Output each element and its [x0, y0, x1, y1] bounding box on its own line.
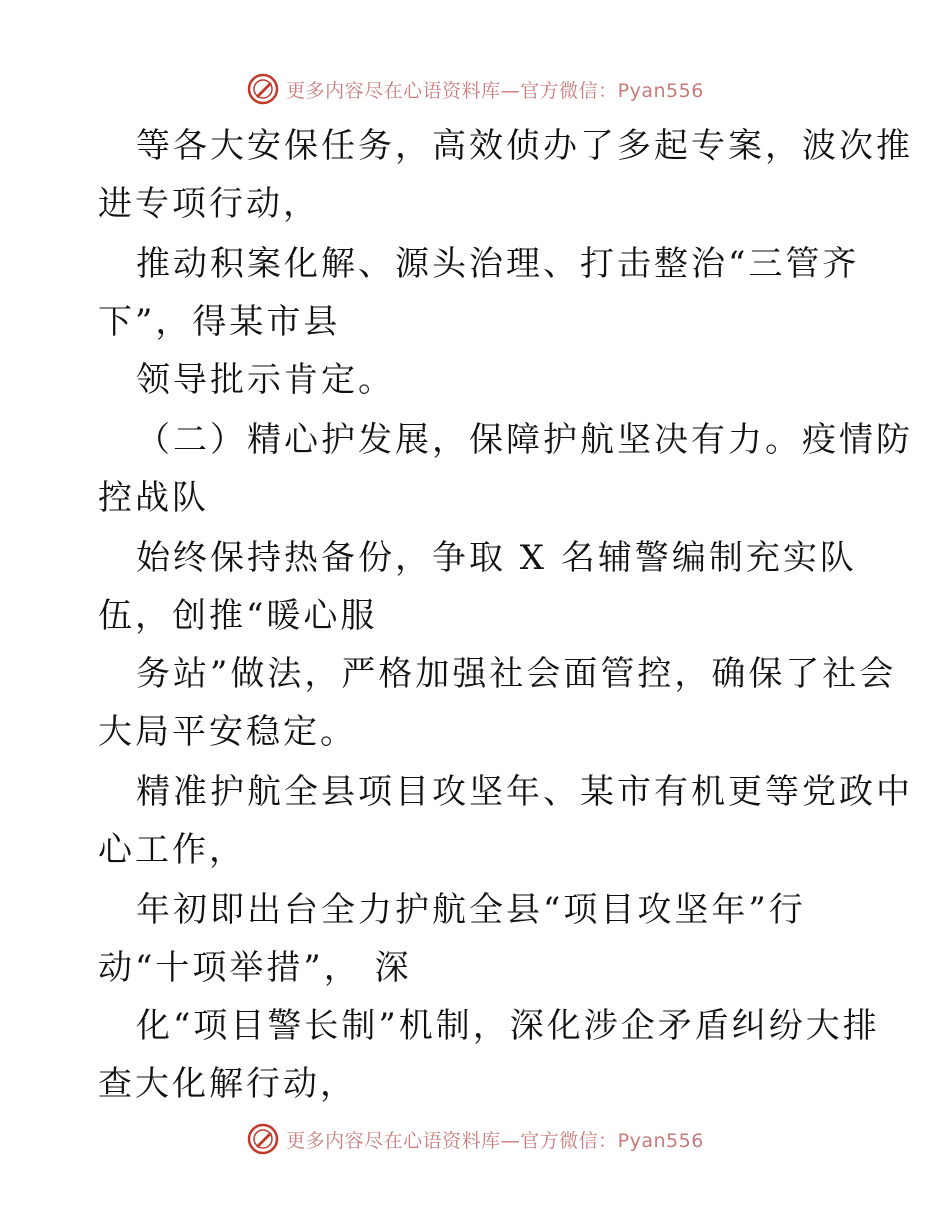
text-line: 进专项行动， — [98, 184, 320, 224]
text-line: 务站”做法，严格加强社会面管控，确保了社会 — [136, 654, 897, 694]
footer-watermark — [0, 1122, 950, 1156]
text-line: 控战队 — [98, 478, 209, 518]
text-line: 精准护航全县项目攻坚年、某市有机更等党政中 — [136, 772, 913, 812]
text-line: 领导批示肯定。 — [136, 360, 395, 400]
text-line: 推动积案化解、源头治理、打击整治“三管齐 — [136, 244, 860, 284]
logo-icon — [246, 1122, 280, 1156]
text-line: 心工作， — [98, 830, 246, 870]
text-line: 下”，得某市县 — [98, 302, 341, 342]
text-line: 查大化解行动， — [98, 1064, 357, 1104]
text-line: 年初即出台全力护航全县“项目攻坚年”行 — [136, 890, 806, 930]
watermark-text: 更多内容尽在心语资料库—官方微信：Pyan556 — [286, 1129, 704, 1152]
text-line: 大局平安稳定。 — [98, 712, 357, 752]
text-line: （二）精心护发展，保障护航坚决有力。疫情防 — [136, 420, 913, 460]
text-line: 等各大安保任务，高效侦办了多起专案，波次推 — [136, 126, 913, 166]
text-line: 伍，创推“暖心服 — [98, 596, 378, 636]
watermark-text: 更多内容尽在心语资料库—官方微信：Pyan556 — [286, 79, 704, 102]
header-watermark — [0, 72, 950, 106]
logo-icon — [246, 72, 280, 106]
text-line: 始终保持热备份，争取 X 名辅警编制充实队 — [136, 538, 857, 578]
text-line: 化“项目警长制”机制，深化涉企矛盾纠纷大排 — [136, 1006, 880, 1046]
text-line: 动“十项举措”， 深 — [98, 948, 412, 988]
